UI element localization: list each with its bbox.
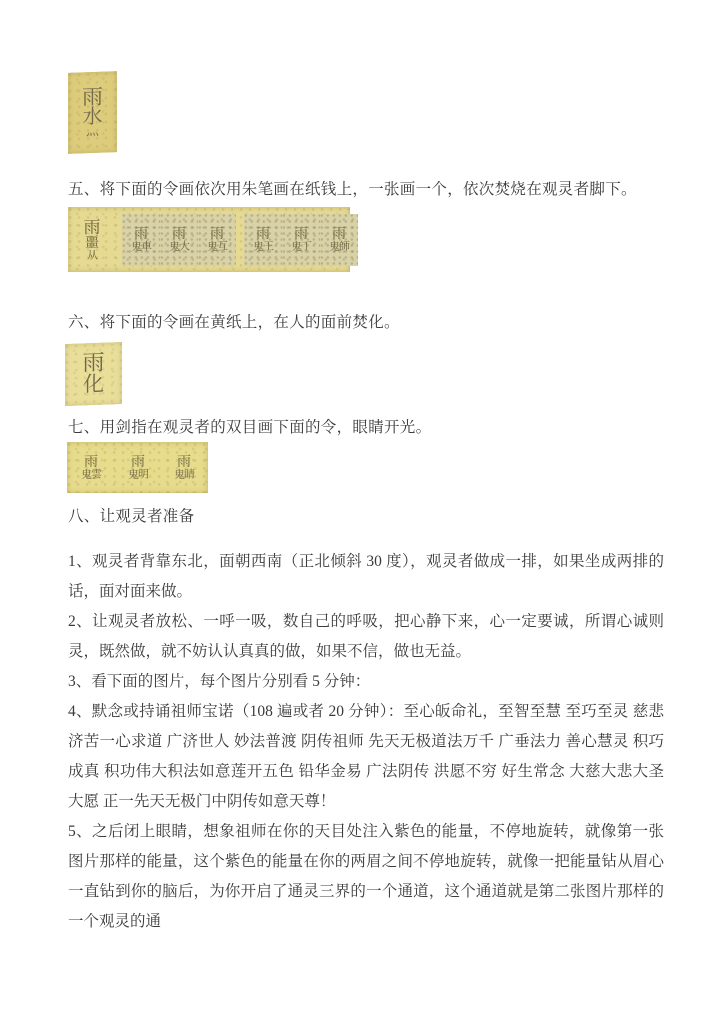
section-heading-five: 五、将下面的令画依次用朱笔画在纸钱上，一张画一个，依次焚烧在观灵者脚下。 [68, 181, 637, 198]
talisman-glyph-bottom: 鬼雲 [81, 467, 102, 481]
talisman-glyph-cell [162, 444, 206, 492]
talisman-glyph-bottom: 鬼車 [131, 239, 151, 253]
talisman-glyph-cell [320, 214, 358, 266]
talisman-glyph-bottom: 鬼師 [329, 239, 349, 253]
talisman-glyph-bottom: 鬼睛 [173, 467, 194, 481]
talisman-glyph-bottom: 鬼王 [253, 239, 273, 253]
talisman-strip-eyes [67, 442, 208, 493]
section-heading-eight: 八、让观灵者准备 [68, 508, 195, 525]
section-heading-six: 六、将下面的令画在黄纸上，在人的面前焚化。 [68, 314, 400, 331]
preparation-instructions [68, 547, 664, 937]
talisman-glyph-cell [244, 214, 282, 266]
talisman-glyph-cell [69, 444, 113, 492]
paragraph-3: 3、看下面的图片，每个图片分别看 5 分钟： [68, 673, 371, 690]
talisman-glyph-top: 雨 [210, 225, 224, 242]
talisman-glyph-top: 雨 [172, 225, 186, 242]
talisman-glyph-cell [70, 208, 114, 272]
talisman-glyph-bottom: 鬼明 [127, 467, 148, 481]
paragraph-5: 5、之后闭上眼睛，想象祖师在你的天目处注入紫色的能量，不停地旋转，就像第一张图片那样的能量，这个紫色的能量在你的两眉之间不停地旋转，就像一把能量钻从眉心一直钻到你的脑后，为你开启了通灵三界的一个通道，这个通道就是第二张图片那样的一个观灵的通 [68, 823, 664, 930]
talisman-glyph-bottom: 鬼丁 [291, 239, 311, 253]
talisman-glyph-cell [282, 214, 320, 266]
talisman-glyph-cell [122, 214, 160, 266]
talisman-glyph-top: 雨 [83, 216, 101, 238]
talisman-glyph-bottom: 灬 [85, 123, 99, 140]
talisman-glyph-bottom: 鬼大 [169, 239, 189, 253]
talisman-glyph-top: 雨 [256, 225, 270, 242]
talisman-glyph-bottom: 鬼互 [207, 239, 227, 253]
talisman-glyph-top: 雨 [130, 453, 145, 470]
talisman-glyph-cell [198, 214, 236, 266]
paragraph-4: 4、默念或持诵祖师宝诺（108 遍或者 20 分钟）：至心皈命礼，至智至慧 至巧至灵 慈悲济苦一心求道 广济世人 妙法普渡 阴传祖师 先天无极道法万千 广垂法力 善心慧灵 积巧成真 积功伟大积法如意莲开五色 铅华金易 广法阴传 洪愿不穷 好生常念 大慈大悲大圣大愿 正一先天无极门中阴传如意天尊！ [68, 703, 664, 810]
talisman-image-burn [65, 342, 122, 406]
talisman-glyph-bottom: 从 [87, 247, 97, 262]
talisman-glyph-top: 雨 [176, 453, 191, 470]
talisman-strip-seven [68, 207, 350, 272]
talisman-glyph-top: 雨 [82, 350, 105, 377]
paragraph-2: 2、让观灵者放松、一呼一吸，数自己的呼吸，把心静下来，心一定要诚，所谓心诚则灵，既然做，就不妨认认真真的做，如果不信，做也无益。 [68, 613, 664, 660]
talisman-glyph-middle: 水 [82, 103, 103, 129]
talisman-image-top [68, 71, 117, 154]
talisman-glyph-top: 雨 [134, 225, 148, 242]
talisman-glyph-cell [116, 444, 160, 492]
talisman-glyph-top: 雨 [84, 453, 99, 470]
talisman-glyph-top: 雨 [332, 225, 346, 242]
talisman-glyph-cell [160, 214, 198, 266]
section-heading-seven: 七、用剑指在观灵者的双目画下面的令，眼睛开光。 [68, 419, 432, 436]
talisman-glyph-middle: 噩 [85, 233, 99, 251]
talisman-glyph-top: 雨 [294, 225, 308, 242]
talisman-glyph-top: 雨 [82, 84, 103, 110]
paragraph-1: 1、观灵者背靠东北，面朝西南（正北倾斜 30 度），观灵者做成一排，如果坐成两排的话，面对面来做。 [68, 553, 664, 600]
talisman-glyph-bottom: 化 [83, 371, 104, 397]
